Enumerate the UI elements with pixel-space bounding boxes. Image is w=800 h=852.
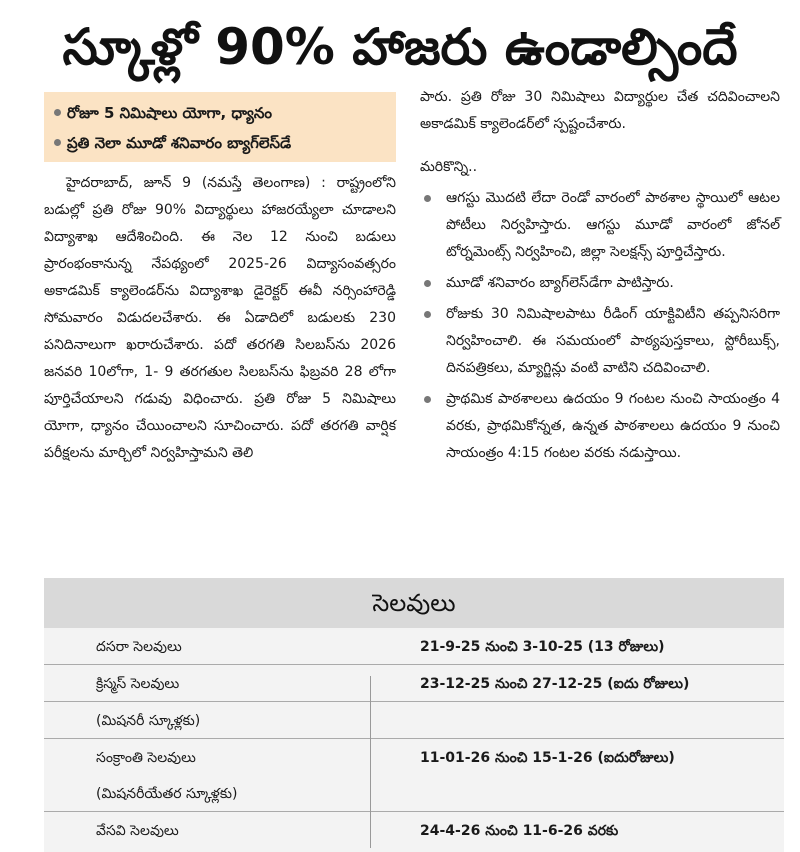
holidays-table-body [44,628,784,852]
bullet-icon [54,139,61,146]
more-label: మరికొన్ని.. [420,159,478,175]
headline: స్కూళ్లో 90% హాజరు ఉండాల్సిందే [62,18,738,76]
holiday-name: (మిషనరీ స్కూళ్లకు) [96,713,201,729]
bullet-item [420,386,780,467]
holiday-dates [370,775,784,811]
highlight-text: ప్రతి నెలా మూడో శనివారం బ్యాగ్‌లెస్‌డే [67,134,292,152]
highlight-box [44,92,396,162]
bullet-icon [424,280,431,287]
bullet-icon [424,195,431,202]
holiday-name: వేసవి సెలవులు [96,823,179,839]
bullet-item [420,185,780,266]
holiday-dates: 23-12-25 నుంచి 27-12-25 (ఐదు రోజులు) [420,676,690,692]
bullet-item [420,301,780,382]
table-row [44,702,784,739]
holidays-rows [44,628,784,848]
table-row [44,628,784,665]
table-row [44,739,784,775]
table-row [44,665,784,702]
holiday-dates: 21-9-25 నుంచి 3-10-25 (13 రోజులు) [420,639,665,655]
highlight-text: రోజూ 5 నిమిషాలు యోగా, ధ్యానం [67,104,272,122]
bullet-text: రోజుకు 30 నిమిషాలపాటు రీడింగ్ యాక్టివిటీని తప్పనిసరిగా నిర్వహించాలి. ఈ సమయంలో పాఠ్యపుస్తకాలు, స్టోరీబుక్స్, దినపత్రికలు, మ్యాగ్జిన్లు వంటి వాటిని చదివించాలి. [446,306,780,376]
highlight-item [52,98,388,128]
bullet-text: ప్రాథమిక పాఠశాలలు ఉదయం 9 గంటల నుంచి సాయంత్రం 4 వరకు, ప్రాథమికోన్నత, ఉన్నత పాఠశాలలు ఉదయం 9 నుంచి సాయంత్రం 4:15 గంటల వరకు నడుస్తాయి. [446,391,780,461]
left-column [44,92,396,467]
holiday-dates: 24-4-26 నుంచి 11-6-26 వరకు [420,823,619,839]
holiday-dates [370,702,784,738]
right-column [420,84,780,467]
bullet-text: మూడో శనివారం బ్యాగ్‌లెస్‌డేగా పాటిస్తారు. [446,275,674,291]
holidays-table [44,578,784,852]
holiday-name: సంక్రాంతి సెలవులు [96,750,196,766]
bullet-icon [424,311,431,318]
highlight-item [52,128,388,158]
holidays-title: సెలవులు [44,578,784,628]
bullet-icon [424,396,431,403]
column-divider [370,676,371,848]
table-row [44,775,784,812]
bullet-item [420,270,780,297]
article-body-right: పారు. ప్రతి రోజు 30 నిమిషాలు విద్యార్థుల చేత చదివించాలని అకాడమిక్ క్యాలెండర్‌లో స్పష్టంచేశారు. [420,89,780,132]
holiday-name: దసరా సెలవులు [96,639,182,655]
holiday-dates: 11-01-26 నుంచి 15-1-26 (ఐదురోజులు) [420,750,675,766]
holiday-name: (మిషనరీయేతర స్కూళ్లకు) [96,786,238,802]
holiday-name: క్రిస్మస్ సెలవులు [96,676,180,692]
article-body-left: హైదరాబాద్, జూన్ 9 (నమస్తే తెలంగాణ) : రాష్ట్రంలోని బడుల్లో ప్రతి రోజు 90% విద్యార్థులు హాజరయ్యేలా చూడాలని విద్యాశాఖ ఆదేశించింది. ఈ నెల 12 నుంచి బడులు ప్రారంభంకానున్న నేపథ్యంలో 2025-26 విద్యాసంవత్సరం అకాడమిక్ క్యాలెండర్‌ను విద్యాశాఖ డైరెక్టర్ ఈవీ నర్సింహారెడ్డి సోమవారం విడుదలచేశారు. ఈ ఏడాదిలో బడులకు 230 పనిదినాలుగా ఖరారుచేశారు. పదో తరగతి సిలబస్‌ను 2026 జనవరి 10లోగా, 1- 9 తరగతుల సిలబస్‌ను ఫిబ్రవరి 28 లోగా పూర్తిచేయాలని గడువు విధించారు. ప్రతి రోజు 5 నిమిషాలు యోగా, ధ్యానం చేయించాలని సూచించారు. పదో తరగతి వార్షిక పరీక్షలను మార్చిలో నిర్వహిస్తామని తెలి [44,175,396,461]
table-row [44,812,784,848]
bullet-icon [54,109,61,116]
bullet-text: ఆగస్టు మొదటి లేదా రెండో వారంలో పాఠశాల స్థాయిలో ఆటల పోటీలు నిర్వహిస్తారు. ఆగస్టు మూడో వారంలో జోనల్ టోర్నమెంట్స్ నిర్వహించి, జిల్లా సెలక్షన్స్ పూర్తిచేస్తారు. [446,190,780,260]
